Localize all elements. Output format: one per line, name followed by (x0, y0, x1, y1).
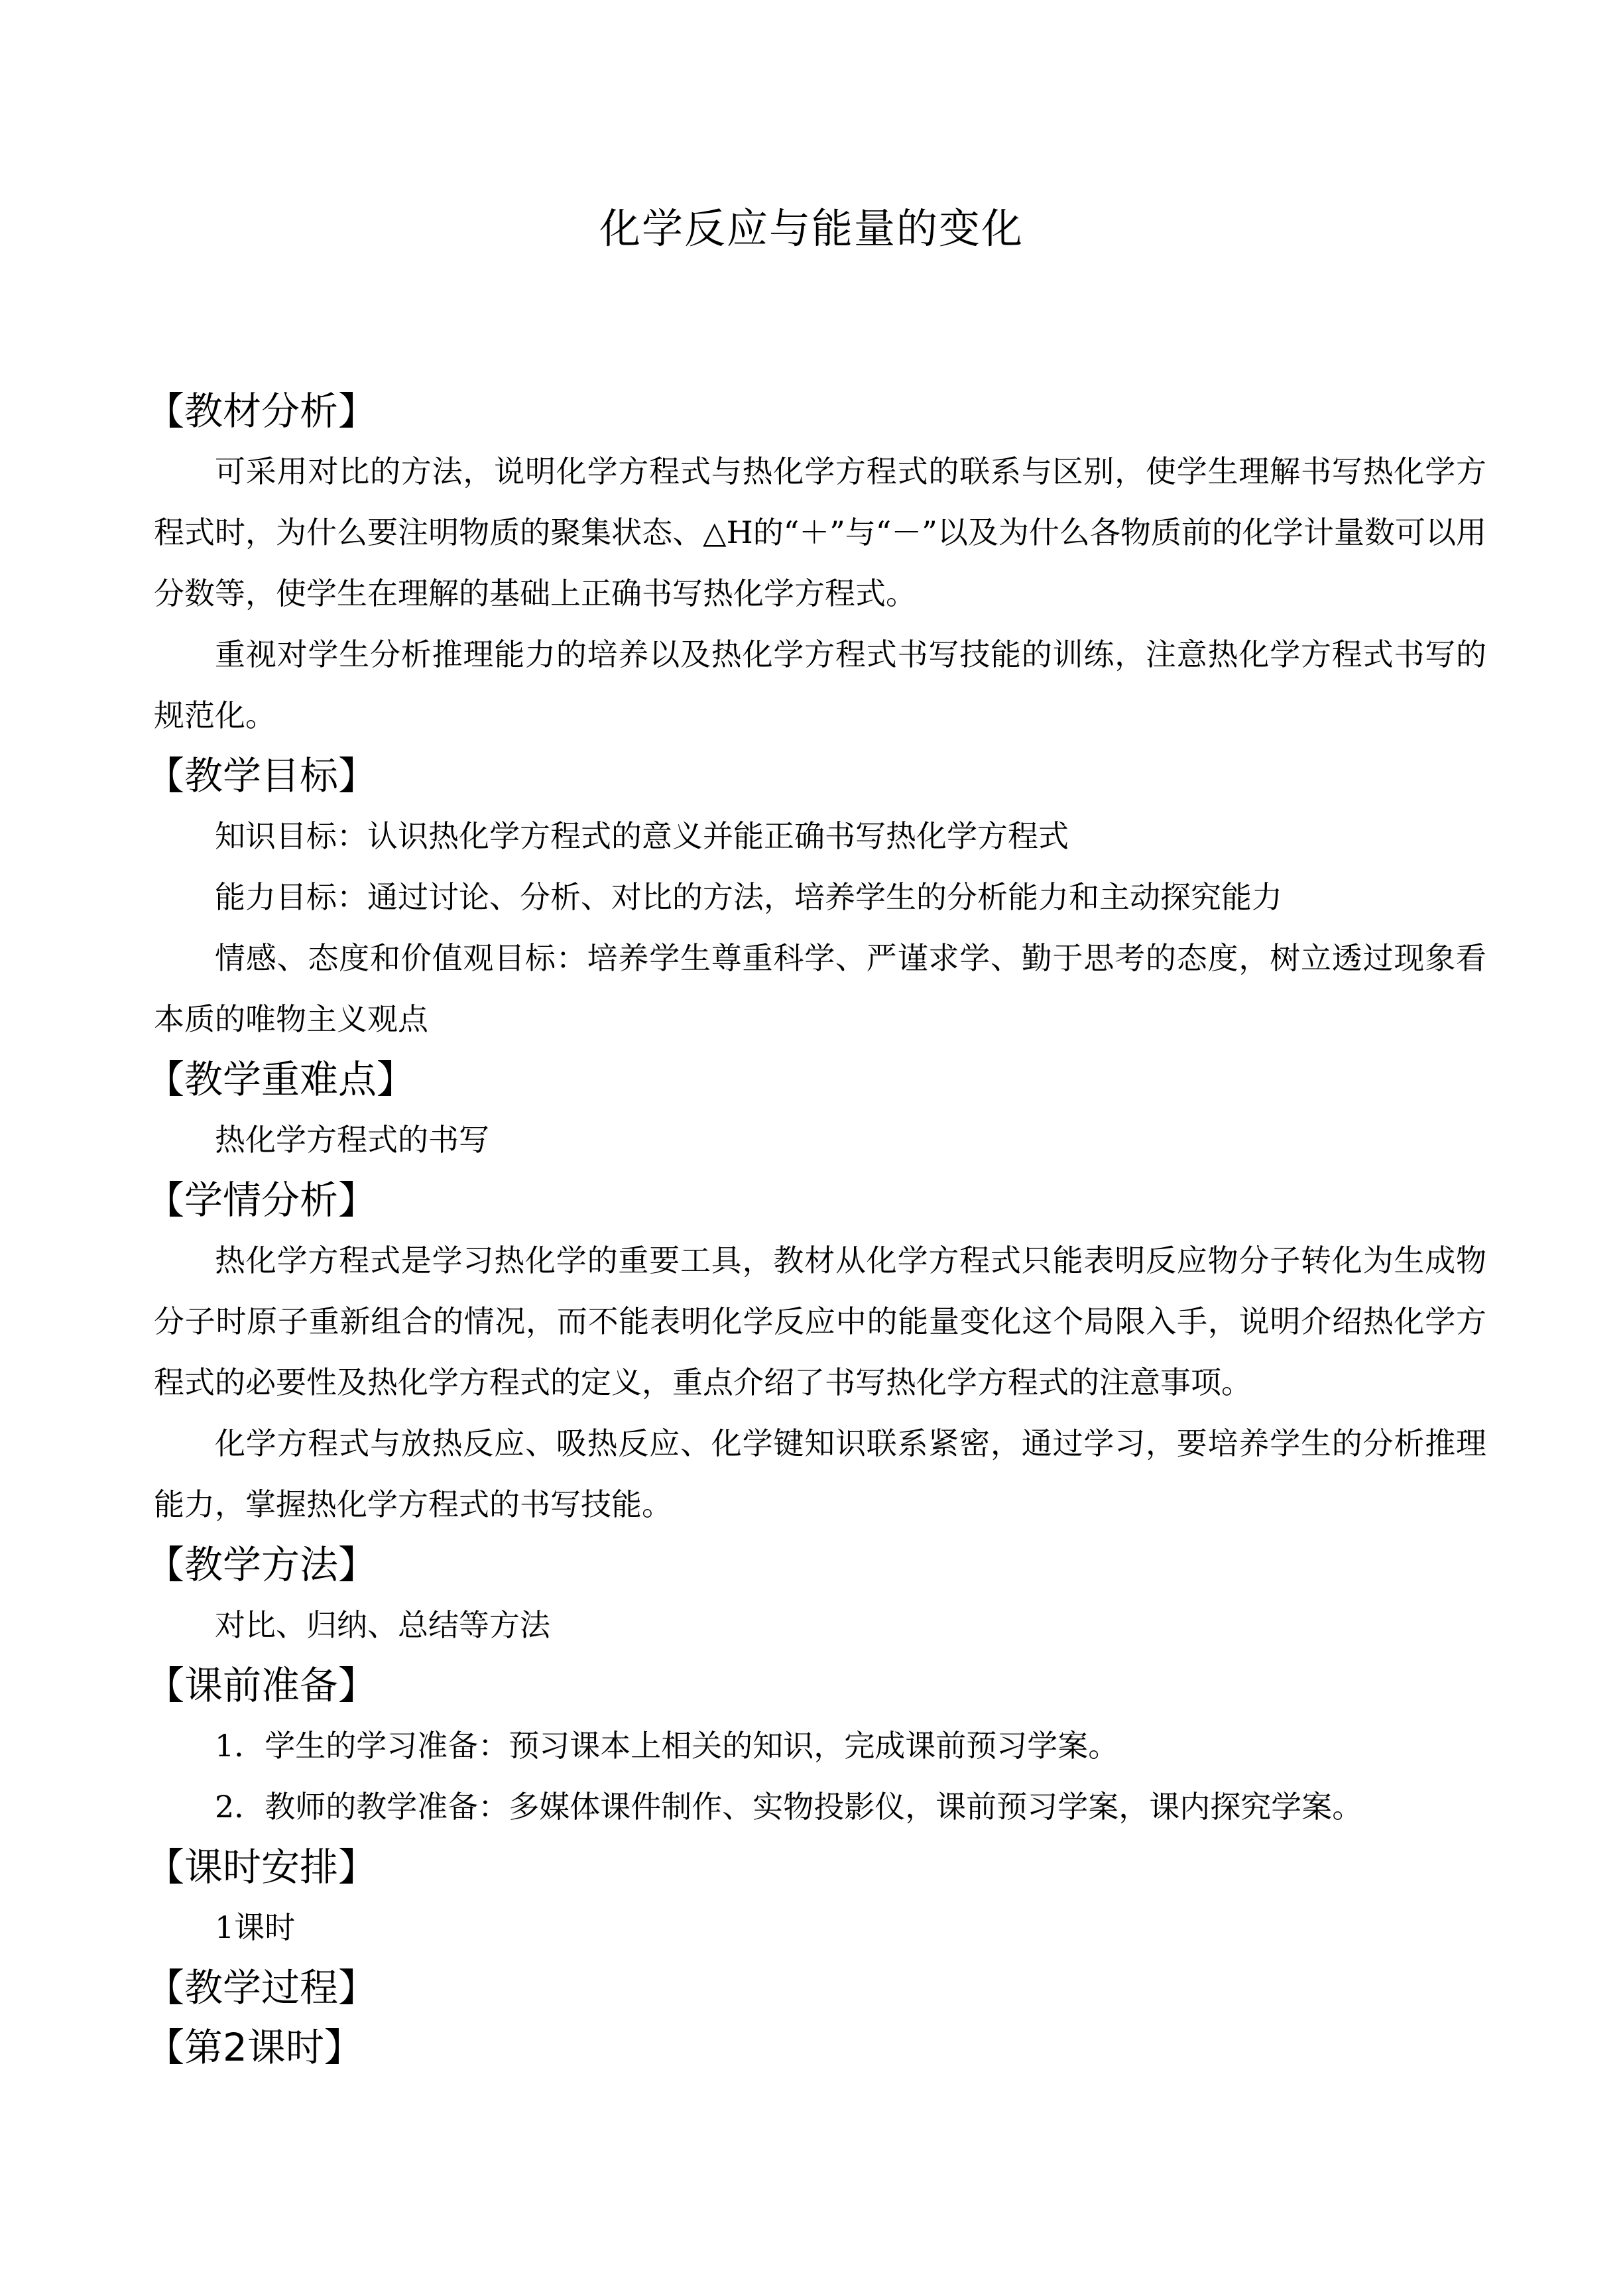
heading-objectives: 【教学目标】 (146, 753, 377, 798)
heading-material-analysis: 【教材分析】 (146, 389, 377, 434)
document-title: 化学反应与能量的变化 (599, 204, 1024, 253)
preparation-item-student: 1．学生的学习准备：预习课本上相关的知识，完成课前预习学案。 (215, 1728, 1119, 1764)
key-points-text: 热化学方程式的书写 (215, 1122, 489, 1158)
material-analysis-paragraph-1: 可采用对比的方法，说明化学方程式与热化学方程式的联系与区别，使学生理解书写热化学方程式时，为什么要注明物质的聚集状态、△H的“＋”与“－”以及为什么各物质前的化学计量数可以用分数等，使学生在理解的基础上正确书写热化学方程式。 (154, 453, 1486, 611)
heading-key-points: 【教学重难点】 (146, 1057, 416, 1102)
preparation-item-teacher: 2．教师的教学准备：多媒体课件制作、实物投影仪，课前预习学案，课内探究学案。 (215, 1789, 1363, 1825)
schedule-text: 1课时 (215, 1909, 296, 1945)
document-body (146, 381, 1486, 2077)
student-analysis-paragraph-1: 热化学方程式是学习热化学的重要工具，教材从化学方程式只能表明反应物分子转化为生成物分子时原子重新组合的情况，而不能表明化学反应中的能量变化这个局限入手，说明介绍热化学方程式的必要性及热化学方程式的定义，重点介绍了书写热化学方程式的注意事项。 (154, 1242, 1486, 1400)
heading-schedule: 【课时安排】 (146, 1844, 377, 1890)
heading-preparation: 【课前准备】 (146, 1663, 377, 1708)
objective-knowledge: 知识目标：认识热化学方程式的意义并能正确书写热化学方程式 (215, 818, 1069, 854)
objective-ability: 能力目标：通过讨论、分析、对比的方法，培养学生的分析能力和主动探究能力 (215, 879, 1282, 915)
heading-lesson: 【第2课时】 (146, 2025, 363, 2070)
method-text: 对比、归纳、总结等方法 (215, 1607, 550, 1643)
heading-student-analysis: 【学情分析】 (146, 1178, 377, 1223)
student-analysis-paragraph-2: 化学方程式与放热反应、吸热反应、化学键知识联系紧密，通过学习，要培养学生的分析推理能力，掌握热化学方程式的书写技能。 (154, 1425, 1486, 1522)
heading-method: 【教学方法】 (146, 1542, 377, 1587)
material-analysis-paragraph-2: 重视对学生分析推理能力的培养以及热化学方程式书写技能的训练，注意热化学方程式书写的规范化。 (154, 636, 1486, 733)
objective-emotion: 情感、态度和价值观目标：培养学生尊重科学、严谨求学、勤于思考的态度，树立透过现象看本质的唯物主义观点 (154, 940, 1486, 1037)
heading-process: 【教学过程】 (146, 1965, 377, 2010)
